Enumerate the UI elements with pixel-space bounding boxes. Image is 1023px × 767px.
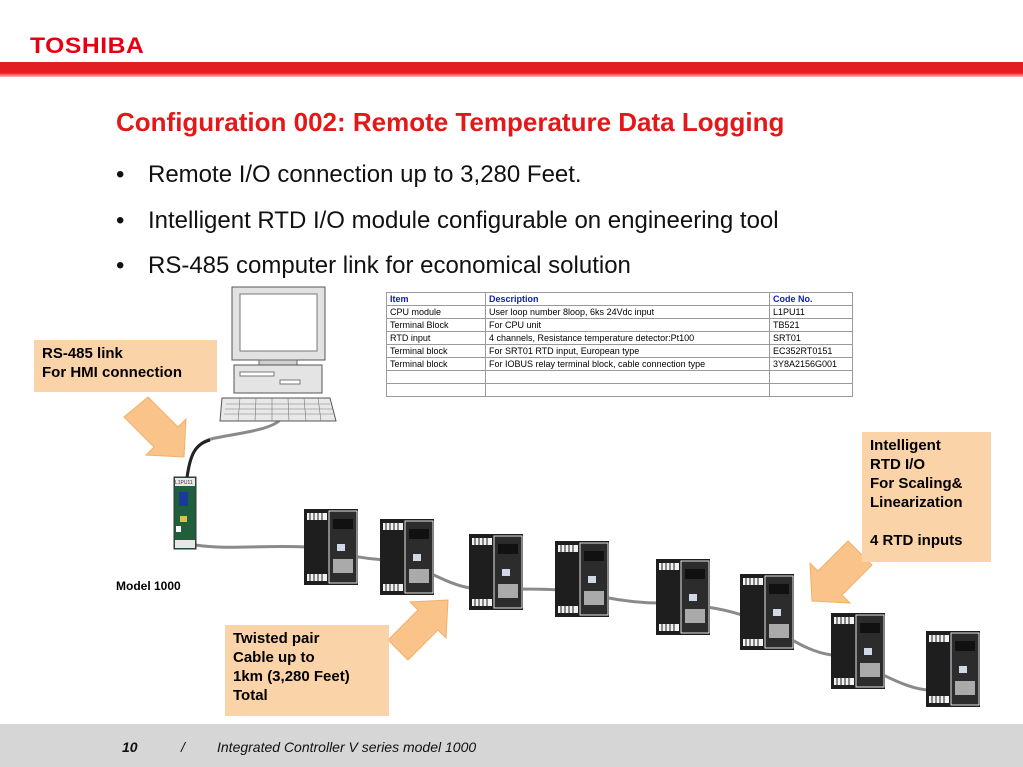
table-cell: Terminal block (387, 345, 486, 358)
toshiba-logo: TOSHIBA (30, 33, 145, 58)
slide-title: Configuration 002: Remote Temperature Data Logging (116, 107, 785, 137)
table-cell: User loop number 8loop, 6ks 24Vdc input (486, 306, 770, 319)
callout-rtd-line-4: Linearization (870, 494, 963, 511)
table-cell: For SRT01 RTD input, European type (486, 345, 770, 358)
table-cell: Terminal Block (387, 319, 486, 332)
callout-rtd-line-3: For Scaling& (870, 475, 963, 492)
callout-rtd (862, 432, 991, 562)
table-header-description: Description (486, 293, 770, 306)
footer-bar (0, 724, 1023, 767)
rtd-module-3 (469, 534, 523, 610)
controller-icon (174, 477, 196, 549)
table-header-code: Code No. (770, 293, 853, 306)
callout-rtd-line-6: 4 RTD inputs (870, 532, 963, 549)
callout-cable (225, 625, 389, 716)
table-cell: CPU module (387, 306, 486, 319)
bullet-2: • Intelligent RTD I/O module configurable on engineering tool (116, 207, 779, 234)
bullet-2-text: Intelligent RTD I/O module configurable on engineering tool (148, 207, 779, 234)
callout-rs485 (34, 340, 217, 392)
rtd-module-5 (656, 559, 710, 635)
callout-rtd-spacer (870, 512, 983, 531)
footer-text: Integrated Controller V series model 1000 (217, 739, 477, 755)
table-cell: 4 channels, Resistance temperature detector:Pt100 (486, 332, 770, 345)
callout-rs485-line-1: RS-485 link (42, 345, 123, 362)
callout-rtd-line-1: Intelligent (870, 437, 941, 454)
arrow-icon (124, 397, 186, 457)
table-cell: TB521 (770, 319, 853, 332)
page-number: 10 (122, 739, 138, 755)
bullet-3-text: RS-485 computer link for economical solution (148, 252, 631, 279)
controller-label: L1PU11 (175, 480, 193, 486)
bullet-3: • RS-485 computer link for economical solution (116, 252, 631, 279)
bullet-1-text: Remote I/O connection up to 3,280 Feet. (148, 161, 582, 188)
table-cell: RTD input (387, 332, 486, 345)
rtd-module-1 (304, 509, 358, 585)
table-cell: 3Y8A2156G001 (770, 358, 853, 371)
rs485-cable (187, 420, 280, 478)
callout-cable-line-2: Cable up to (233, 649, 315, 666)
table-cell: SRT01 (770, 332, 853, 345)
table-cell: L1PU11 (770, 306, 853, 319)
bullet-1: • Remote I/O connection up to 3,280 Feet. (116, 161, 582, 188)
rtd-module-4 (555, 541, 609, 617)
arrow-icon (388, 600, 448, 660)
table-cell: For IOBUS relay terminal block, cable connection type (486, 358, 770, 371)
callout-cable-line-1: Twisted pair (233, 630, 320, 647)
rtd-module-6 (740, 574, 794, 650)
table-cell: For CPU unit (486, 319, 770, 332)
callout-cable-line-3: 1km (3,280 Feet) (233, 668, 350, 685)
callout-rs485-line-2: For HMI connection (42, 364, 182, 381)
rtd-module-2 (380, 519, 434, 595)
callout-cable-line-4: Total (233, 687, 268, 704)
computer-icon (220, 287, 336, 421)
model-label: Model 1000 (116, 579, 181, 593)
rtd-module-7 (831, 613, 885, 689)
callout-rtd-line-2: RTD I/O (870, 456, 925, 473)
table-header-item: Item (387, 293, 486, 306)
footer-separator: / (181, 739, 185, 755)
table-cell: Terminal block (387, 358, 486, 371)
table-cell: EC352RT0151 (770, 345, 853, 358)
rtd-module-8 (926, 631, 980, 707)
